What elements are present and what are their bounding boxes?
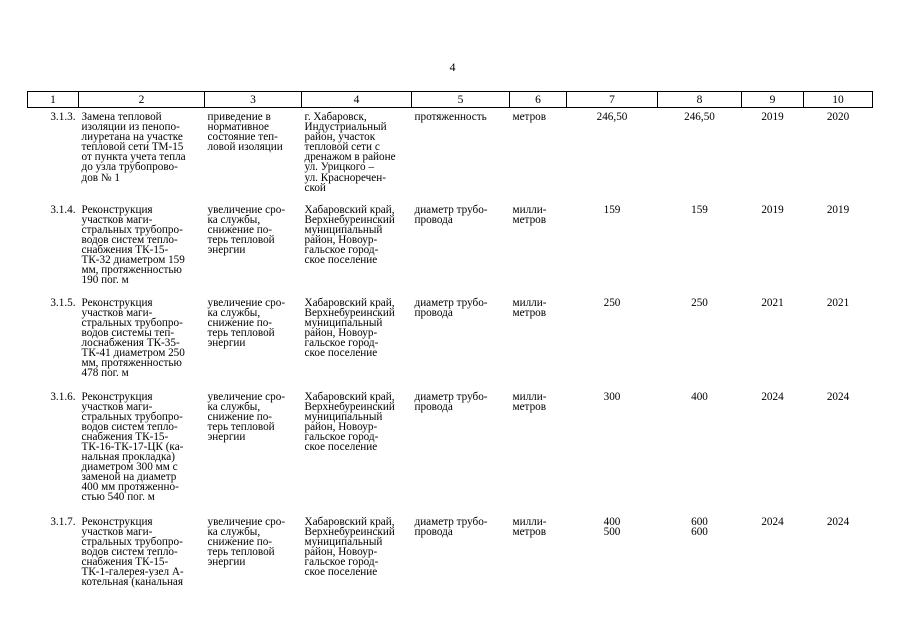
table-row: [28, 513, 873, 608]
item-location: г. Хабаровск, Индустриальный район, участок тепловой сети с дренажом в районе ул. Урицкого – ул. Красноречен- ской: [304, 111, 396, 194]
header-cell: 7: [567, 92, 658, 108]
item-number: 3.1.4.: [50, 203, 76, 216]
header-cell: 2: [79, 92, 205, 108]
header-cell: 5: [412, 92, 510, 108]
item-location: Хабаровский край, Верхнебуреинский муниципальный район, Новоур- гальское город- ское поселение: [304, 203, 395, 266]
item-name: Замена тепловой изоляции из пенопо- лиуретана на участке тепловой сети ТМ-15 от пункта учета тепла до узла трубопрово- дов № 1: [81, 111, 186, 184]
table-row: [28, 108, 873, 201]
item-purpose: увеличение сро- ка службы, снижение по- терь тепловой энергии: [207, 203, 286, 256]
header-cell: 10: [804, 92, 873, 108]
item-parameter: диаметр трубо- провода: [414, 515, 488, 538]
year-end: 2020: [826, 111, 850, 123]
item-purpose: увеличение сро- ка службы, снижение по- терь тепловой энергии: [207, 515, 286, 568]
item-parameter: протяженность: [414, 111, 487, 123]
item-number: 3.1.6.: [50, 390, 76, 403]
year-start: 2024: [761, 515, 784, 528]
item-location: Хабаровский край, Верхнебуреинский муниципальный район, Новоур- гальское город- ское поселение: [304, 296, 395, 359]
header-cell: 1: [28, 92, 79, 108]
item-parameter: диаметр трубо- провода: [414, 390, 488, 413]
item-parameter: диаметр трубо- провода: [414, 203, 488, 226]
item-number: 3.1.5.: [50, 296, 76, 309]
header-cell: 3: [205, 92, 302, 108]
item-parameter: диаметр трубо- провода: [414, 296, 488, 319]
item-unit: милли- метров: [512, 203, 547, 226]
item-unit: милли- метров: [512, 390, 547, 413]
value-after: 159: [691, 203, 708, 216]
year-end: 2024: [826, 515, 850, 528]
item-name: Реконструкция участков маги- стральных трубопро- водов системы теп- лоснабжения ТК-35- ТК-41 диаметром 250 мм, протяженностью 478 пог. м: [81, 296, 185, 380]
year-start: 2019: [761, 203, 784, 216]
item-name: Реконструкция участков маги- стральных трубопро- водов систем тепло- снабжения ТК-15- ТК-32 диаметром 159 мм, протяженностью 190 пог. м: [81, 203, 185, 287]
value-before: 159: [603, 203, 621, 216]
item-location: Хабаровский край, Верхнебуреинский муниципальный район, Новоур- гальское город- ское поселение: [304, 515, 395, 578]
header-row: [28, 92, 873, 108]
item-unit: метров: [512, 111, 547, 123]
value-before: 300: [603, 390, 621, 403]
year-start: 2019: [761, 111, 784, 123]
table-row: [28, 294, 873, 388]
item-purpose: приведение в нормативное состояние теп- ловой изоляции: [207, 111, 283, 154]
year-start: 2021: [761, 296, 784, 309]
year-end: 2021: [826, 296, 850, 309]
item-unit: милли- метров: [512, 515, 547, 538]
value-before: 250: [603, 296, 621, 309]
page-number: 4: [449, 60, 456, 74]
year-end: 2024: [826, 390, 850, 403]
item-location: Хабаровский край, Верхнебуреинский муниципальный район, Новоур- гальское город- ское поселение: [304, 390, 395, 453]
item-unit: милли- метров: [512, 296, 547, 319]
value-before: 246,50: [596, 111, 628, 123]
value-after: 600 600: [691, 515, 708, 538]
item-number: 3.1.7.: [50, 515, 76, 528]
year-end: 2019: [826, 203, 850, 216]
item-purpose: увеличение сро- ка службы, снижение по- терь тепловой энергии: [207, 296, 286, 349]
table-row: [28, 201, 873, 294]
item-name: Реконструкция участков маги- стральных трубопро- водов систем тепло- снабжения ТК-15- ТК-1-галерея-узел А- котельная (канальная: [81, 515, 184, 589]
header-cell: 9: [742, 92, 804, 108]
year-start: 2024: [761, 390, 784, 403]
value-before: 400 500: [603, 515, 621, 538]
value-after: 250: [691, 296, 708, 309]
item-number: 3.1.3.: [50, 111, 76, 123]
item-purpose: увеличение сро- ка службы, снижение по- терь тепловой энергии: [207, 390, 286, 443]
program-table: [27, 91, 873, 608]
value-after: 400: [691, 390, 708, 403]
value-after: 246,50: [684, 111, 715, 123]
item-name: Реконструкция участков маги- стральных трубопро- водов систем тепло- снабжения ТК-15- ТК-16-ТК-17-ЦК (ка- нальная прокладка) диаметром 300 мм с заменой на диаметр 400 мм протяженно- стью 540 пог. м: [81, 390, 184, 504]
header-cell: 8: [658, 92, 742, 108]
header-cell: 6: [510, 92, 567, 108]
table-row: [28, 388, 873, 513]
header-cell: 4: [302, 92, 412, 108]
